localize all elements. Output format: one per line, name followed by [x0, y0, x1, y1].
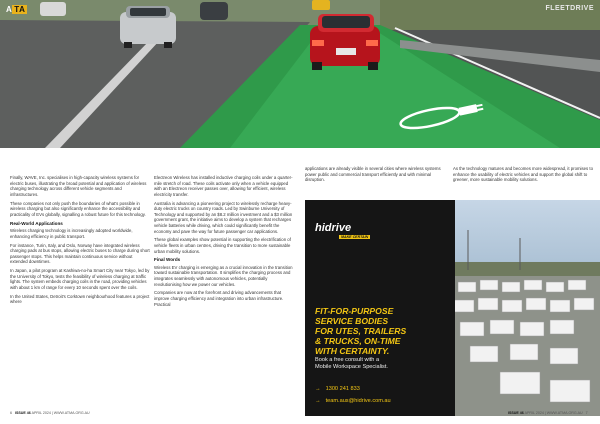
hidrive-logo: hidrive: [315, 222, 352, 234]
paragraph: Companies are now at the forefront and driving advancements that improve charging efficiency and integration into urban infrastructure. Practical: [154, 290, 284, 307]
paragraph: For instance, Turin, Italy, and Oslo, Norway have integrated wireless charging pads at bus stops, allowing electric buses to charge during short passenger stops. This helps maintain continuous service without extended downtimes.: [10, 242, 150, 265]
arrow-right-icon: →: [315, 386, 321, 392]
paragraph: Wireless EV charging is emerging as a crucial innovation in the transition toward sustainable transportation. It simplifies the charging process and integrates seamlessly with autonomous vehicles, potentially revolutionising how we power our vehicles.: [154, 264, 293, 287]
fleet-utes-illustration: [450, 200, 600, 416]
email-link[interactable]: → team.aus@hidrive.com.au: [315, 398, 391, 404]
advert-body: Book a free consult with a Mobile Workspace Specialist.: [315, 357, 388, 371]
paragraph: applications are already visible in several cities where wireless systems power public and commercial transport efficiently and with minimal disruption.: [305, 166, 441, 183]
paragraph: In Japan, a pilot program at Kashiwa-no-ha Smart City near Tokyo, led by the University of Tokyo, tests the feasibility of wireless charging at traffic lights. The system embeds charging coils in the road, providing vehicles with about 1 km of range for every 10 seconds spent over the coils.: [10, 268, 150, 290]
subheading: Real-World Applications: [10, 220, 63, 226]
paragraph: Finally, WAVE, Inc. specialises in high-capacity wireless systems for electric buses, illustrating the broad potential and application of wireless charging technology across different vehicle segments and infrastructures.: [10, 175, 147, 197]
section-tag: FLEETDRIVE: [545, 5, 594, 12]
article-column-2: [154, 175, 294, 310]
arrow-right-icon: →: [315, 398, 321, 404]
brand-tagline: MAKE CERTAIN: [341, 235, 369, 239]
road-illustration: [0, 0, 600, 148]
paragraph: Wireless charging technology is increasingly adopted worldwide, enhancing efficiency in public transport.: [10, 228, 133, 239]
issue-label: ISSUE 46: [15, 411, 31, 415]
paragraph: These global examples show potential in supporting the electrification of vehicle fleets in urban centres, driving the transition to more sustainable urban mobility solutions.: [154, 237, 291, 254]
paragraph: In the United States, Detroit's Corktown neighbourhood features a project where: [10, 293, 150, 305]
hidrive-advert[interactable]: [305, 200, 600, 416]
phone-link[interactable]: → 1300 241 833: [315, 386, 360, 392]
page-number: 7: [585, 411, 588, 415]
fleet-photo: [450, 200, 600, 416]
issue-meta: APRIL 2024 | WWW.ATMA.ORG.AU: [31, 411, 90, 415]
page-number: 6: [10, 411, 12, 415]
advert-headline: FIT-FOR-PURPOSE SERVICE BODIES FOR UTES, TRAILERS & TRUCKS, ON-TIME WITH CERTAINTY.: [315, 306, 407, 356]
footer-right: [508, 411, 588, 415]
paragraph: Electreon Wireless has installed inductive charging coils under a quarter-mile stretch of road. These coils activate only when a vehicle equipped with an Electreon receiver passes over, allowing for efficient, wireless electricity transfer.: [154, 175, 293, 197]
paragraph: These companies not only push the boundaries of what's possible in wireless charging but also significantly enhance the accessibility and practicality of EVs globally, signalling a robust future for this technology.: [10, 200, 146, 217]
article-column-3: [305, 166, 447, 186]
magazine-logo: A TA: [6, 5, 26, 14]
article-column-1: [10, 175, 150, 308]
hero-photo: [0, 0, 600, 148]
paragraph: Australia is advancing a pioneering project to wirelessly recharge heavy-duty electric trucks on country roads. Led by Swinburne University of Technology and supported by an $8.2 million investment and a $3 million government grant, the initiative aims to develop a system that recharges vehicle batteries while driving, which could significantly benefit the economy and pave the way for future passenger car applications.: [154, 200, 293, 234]
issue-label: ISSUE 46: [508, 411, 524, 415]
footer-left: [10, 411, 90, 415]
paragraph: As the technology matures and becomes more widespread, it promises to enhance the usability of electric vehicles and support the global shift to greener, more sustainable mobility solutions.: [453, 166, 593, 183]
subheading: Final Words: [154, 257, 181, 263]
article-column-4: [453, 166, 595, 186]
issue-meta: APRIL 2024 | WWW.ATMA.ORG.AU: [524, 411, 583, 415]
